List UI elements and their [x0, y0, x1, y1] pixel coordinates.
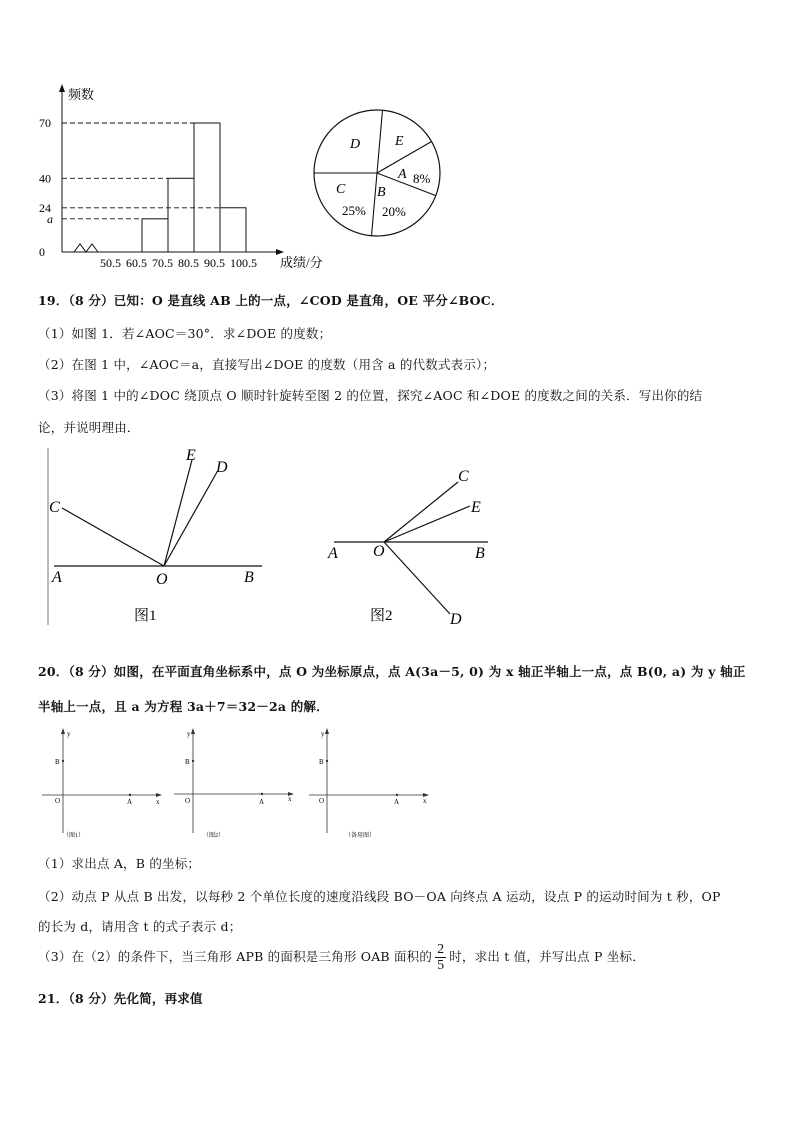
pie-slice-C-name: C [336, 182, 346, 197]
q20-part-2: （2）动点 P 从点 B 出发，以每秒 2 个单位长度的速度沿线段 BO－OA 向终点 A 运动，设点 P 的运动时间为 t 秒，OP [38, 889, 721, 904]
histogram-x-tick-1: 60.5 [126, 256, 147, 270]
svg-text:B: B [185, 758, 190, 766]
histogram-bar-1 [142, 219, 168, 252]
angle-figure-2 [320, 462, 500, 632]
fig2-label-B: B [475, 545, 485, 562]
q20-heading-cont: 半轴上一点，且 a 为方程 3a＋7＝32－2a 的解． [38, 699, 329, 714]
histogram-y-tick-0: 70 [39, 116, 51, 130]
q19-part-2: （2）在图 1 中，∠AOC＝a，直接写出∠DOE 的度数（用含 a 的代数式表示）； [38, 357, 496, 372]
histogram-chart [30, 80, 330, 275]
coordinate-graph-1 [38, 725, 168, 843]
svg-text:O: O [319, 797, 325, 805]
histogram-y-tick-4: 0 [39, 245, 45, 259]
q20-part-3: （3）在（2）的条件下，当三角形 APB 的面积是三角形 OAB 面积的 $\frac{2}{5}$ 时，求出 t 值，并写出点 P 坐标． [38, 942, 645, 973]
histogram-y-tick-2: 24 [39, 200, 51, 215]
pie-slice-A-label: 8% [413, 171, 431, 186]
pie-divider-2 [372, 173, 377, 236]
q19-part-3: （3）将图 1 中的∠DOC 绕顶点 O 顺时针旋转至图 2 的位置，探究∠AOC 和∠DOE 的度数之间的关系．写出你的结 [38, 388, 703, 403]
svg-text:x: x [156, 798, 160, 806]
fig1-label-C: C [49, 499, 60, 516]
svg-text:x: x [288, 795, 292, 803]
svg-text:A: A [127, 798, 133, 806]
svg-text:（图1）: （图1） [63, 833, 85, 839]
histogram-bar-2 [168, 178, 194, 252]
pie-slice-A-name: A [398, 167, 407, 182]
fig1-caption: 图1 [134, 608, 157, 624]
pie-chart [305, 105, 455, 245]
svg-text:y: y [187, 730, 191, 738]
q19-part-3-cont: 论，并说明理由． [38, 420, 140, 435]
q20-heading: 20．（8 分）如图，在平面直角坐标系中，点 O 为坐标原点，点 A(3a－5, 0) 为 x 轴正半轴上一点，点 B(0, a) 为 y 轴正 [38, 664, 746, 679]
histogram-bar-4 [220, 208, 246, 252]
fig2-label-O: O [373, 543, 385, 560]
pie-slice-E-name: E [395, 134, 404, 149]
fig1-label-A: A [52, 569, 62, 586]
pie-slice-B-label: 20% [382, 204, 406, 219]
fraction-two-fifths: $\frac{2}{5}$ [437, 942, 445, 973]
fig1-label-E: E [186, 447, 196, 464]
histogram-x-tick-5: 100.5 [230, 256, 257, 270]
svg-text:y: y [67, 730, 71, 738]
coordinate-graph-3 [305, 725, 435, 843]
histogram-x-tick-3: 80.5 [178, 256, 199, 270]
fig2-label-E: E [471, 499, 481, 516]
fig1-label-D: D [216, 459, 228, 476]
svg-text:y: y [321, 730, 325, 738]
pie-slice-D-name: D [350, 137, 361, 152]
angle-figure-1 [40, 440, 280, 630]
q19-part-1: （1）如图 1．若∠AOC＝30°．求∠DOE 的度数； [38, 326, 332, 341]
histogram-y-tick-1: 40 [39, 171, 51, 186]
svg-text:B: B [319, 758, 324, 766]
svg-text:x: x [423, 797, 427, 805]
pie-divider-4 [377, 110, 382, 173]
svg-text:B: B [55, 758, 60, 766]
x-axis-label: 成绩/分 [280, 255, 323, 270]
coordinate-graph-2 [170, 725, 300, 843]
histogram-x-tick-2: 70.5 [152, 256, 173, 270]
pie-slice-B-name: B [377, 185, 386, 200]
q20-part-1: （1）求出点 A，B 的坐标； [38, 856, 201, 871]
histogram-x-tick-0: 50.5 [100, 256, 121, 270]
fig2-label-C: C [458, 468, 469, 485]
q19-heading: 19．（8 分）已知：O 是直线 AB 上的一点，∠COD 是直角，OE 平分∠BOC． [38, 293, 504, 308]
pie-slice-C-label: 25% [342, 203, 366, 218]
fig2-caption: 图2 [370, 608, 393, 624]
svg-text:（图2）: （图2） [203, 833, 225, 839]
svg-text:（备用图）: （备用图） [345, 833, 376, 839]
histogram-bar-3 [194, 123, 220, 252]
svg-text:O: O [55, 797, 61, 805]
histogram-x-tick-4: 90.5 [204, 256, 225, 270]
y-axis-label: 频数 [68, 87, 95, 102]
fig2-label-D: D [450, 611, 462, 628]
fig1-label-O: O [156, 571, 168, 588]
histogram-y-tick-3: a [47, 211, 53, 226]
fig2-label-A: A [328, 545, 338, 562]
q20-part-2-cont: 的长为 d，请用含 t 的式子表示 d； [38, 919, 242, 934]
fig1-label-B: B [244, 569, 254, 586]
q21-heading: 21．（8 分）先化简，再求值 [38, 991, 203, 1006]
svg-text:A: A [394, 798, 400, 806]
svg-text:A: A [259, 798, 265, 806]
svg-text:O: O [185, 797, 191, 805]
